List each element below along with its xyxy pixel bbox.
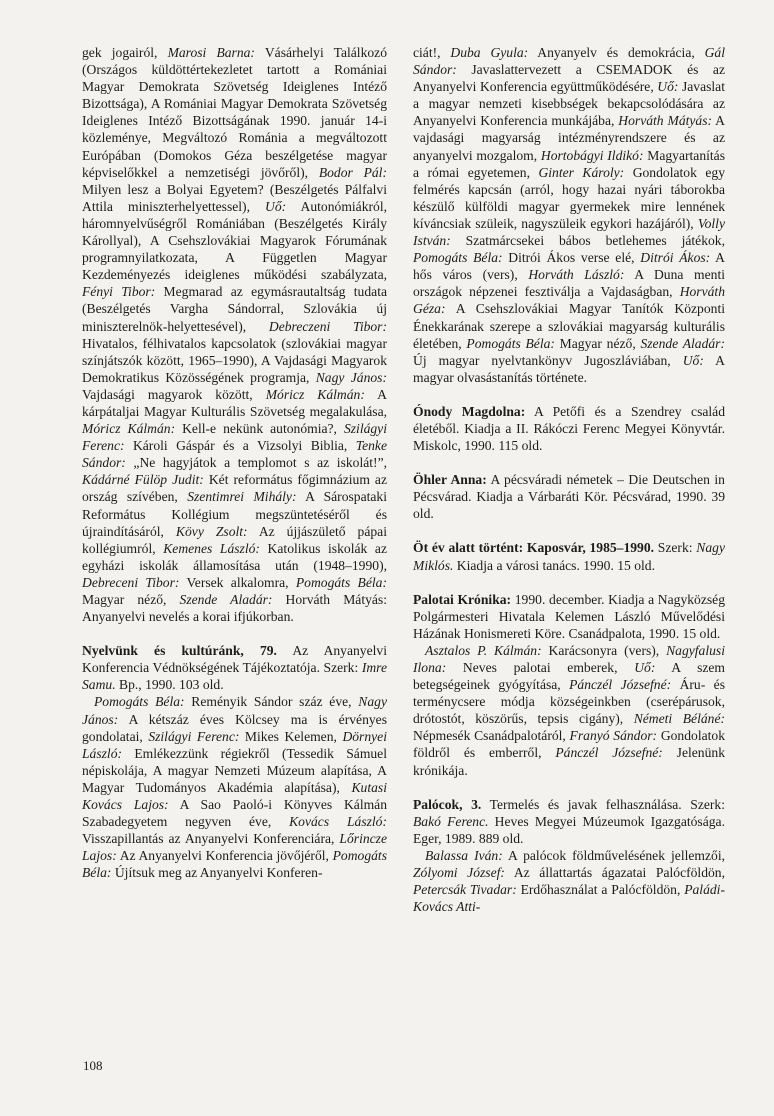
author-name: Bodor Pál: — [318, 164, 387, 180]
author-name: Debreceni Tibor: — [82, 574, 180, 590]
text-run: Anyanyelv és demokrácia, — [528, 45, 705, 60]
text-run: Emlékezzünk régiekről (Tessedik Sámuel népiskolája, A magyar Nemzeti Múzeum alapítása, A Magyar Tudományos Akadémia alapítása), — [82, 745, 387, 795]
author-name: Lőrincze Lajos: — [82, 831, 387, 864]
author-name: Pomogáts Béla: — [94, 694, 185, 710]
text-run: Termelés és javak felhasználása. Szerk: — [481, 796, 725, 812]
paragraph — [82, 642, 387, 693]
author-name: Szilágyi Ferenc: — [82, 421, 387, 454]
author-name: Uő: — [657, 79, 679, 95]
paragraph — [413, 44, 725, 386]
text-run: Az Anyanyelvi Konferencia Védnökségének Tájékoztatója. Szerk: — [82, 643, 387, 676]
text-run: gek jogairól, — [82, 45, 168, 60]
text-run: Javaslat a magyar nemzeti kisebbségek bekapcsolódására az Anyanyelvi Konferencia munkájába, — [413, 79, 725, 129]
entry-title: Nyelvünk és kultúránk, 79. — [82, 643, 277, 659]
entry-title: Palotai Krónika: — [413, 591, 512, 607]
paragraph — [413, 847, 725, 915]
text-run: A kárpátaljai Magyar Kulturális Szövetség megalakulása, — [82, 386, 387, 419]
bibliography-entry — [413, 403, 725, 454]
bibliography-entry — [413, 539, 725, 573]
text-run: A Csehszlovákiai Magyar Tanítók Központi Énekkarának szerepe a szlovákiai magyarság kulturális életében, — [413, 301, 725, 351]
author-name: Horváth Mátyás: — [618, 113, 713, 129]
bibliography-entry — [82, 642, 387, 881]
author-name: Szende Aladár: — [179, 592, 273, 607]
author-name: Szentimrei Mihály: — [187, 489, 297, 505]
author-name: Kövy Zsolt: — [175, 523, 248, 539]
bibliography-entry — [413, 796, 725, 916]
text-run: A pécsváradi németek – Die Deutschen in Pécsvárad. Kiadja a Várbaráti Kör. Pécsvárad, 1990. 39 old. — [413, 472, 725, 522]
text-run: A kétszáz éves Kölcsey ma is érvényes gondolatai, — [82, 711, 387, 744]
text-run: Szerk: — [654, 540, 697, 556]
text-run: Vásárhelyi Találkozó (Országos küldöttértekezletet tartott a Romániai Magyar Demokrata Szövetség Ideiglenes Intéző Bizottsága), A Romániai Magyar Demokrata Szövetség Ideiglenes Intéző Bizottságának 1990. január 14-i közleménye, Megváltozó Románia a megváltozott Európában (Domokos Géza beszélgetése magyar képviselőkkel a nemzetiségi jövőről), — [82, 45, 387, 180]
text-run: A Sárospataki Református Kollégium megszüntetéséről és újraindításáról, — [82, 489, 387, 539]
author-name: Pomogáts Béla: — [466, 335, 555, 351]
text-run: Horváth Mátyás: Anyanyelvi nevelés a korai ifjúkorban. — [82, 592, 387, 625]
author-name: Gál Sándor: — [413, 45, 725, 78]
author-name: Balassa Iván: — [425, 847, 503, 863]
page-number: 108 — [83, 1058, 103, 1073]
author-name: Kovács László: — [289, 814, 387, 830]
author-name: Bakó Ferenc. — [413, 813, 489, 829]
text-run: A hős város (vers), — [413, 250, 725, 283]
paragraph — [413, 642, 725, 779]
text-run: Erdőhasználat a Palócföldön, — [516, 882, 685, 898]
author-name: Franyó Sándor: — [569, 728, 658, 744]
text-run: Megmarad az egymásrautaltság tudata (Beszélgetés Vargha Sándorral, Szlovákia új miniszterelnök-helyettesével), — [82, 284, 387, 334]
author-name: Kutasi Kovács Lajos: — [82, 779, 387, 813]
text-run: Az állattartás ágazatai Palócföldön, — [504, 865, 725, 881]
author-name: Tenke Sándor: — [82, 438, 387, 471]
author-name: Uő: — [634, 660, 656, 675]
author-name: Zólyomi József: — [413, 865, 505, 881]
author-name: Marosi Barna: — [167, 45, 255, 60]
left-column — [82, 44, 387, 882]
author-name: Dörnyei László: — [82, 728, 387, 761]
paragraph — [413, 539, 725, 573]
text-run: ciát!, — [413, 45, 451, 60]
text-run: Újítsuk meg az Anyanyelvi Konferen- — [111, 865, 323, 881]
text-run: A magyar olvasástanítás története. — [413, 352, 725, 385]
text-run: Két református főgimnázium az ország szívében, — [82, 472, 388, 505]
right-column — [413, 44, 725, 915]
author-name: Debreczeni Tibor: — [268, 318, 388, 334]
text-run: Autonómiákról, háromnyelvűségről Romániában (Beszélgetés Király Károllyal), A Csehszlovákiai Magyarok Fórumának programnyilatkozata, A Független Magyar Kezdeményezés ideiglenes működési szabályzata, — [82, 198, 387, 283]
author-name: Nagy Miklós. — [413, 540, 725, 573]
text-run: Hivatalos, félhivatalos kapcsolatok (szlovákiai magyar színjátszók között, 1965–1990), A Vajdasági Magyarok Demokratikus Közösségének programja, — [82, 335, 387, 385]
entry-title: Öt év alatt történt: Kaposvár, 1985–1990. — [413, 540, 655, 556]
author-name: Horváth László: — [528, 267, 625, 283]
author-name: Hortobágyi Ildikó: — [540, 147, 644, 163]
paragraph — [413, 471, 725, 522]
text-run: Magyar néző, — [554, 335, 641, 351]
paragraph — [413, 591, 725, 642]
author-name: Nagyfalusi Ilona: — [413, 642, 725, 675]
author-name: Nagy János: — [82, 694, 387, 727]
author-name: Uő: — [265, 198, 287, 214]
author-name: Kemenes László: — [163, 540, 260, 556]
text-run: Jelenünk krónikája. — [413, 745, 725, 778]
text-run: 1990. december. Kiadja a Nagyközség Polgármesteri Hivatala Kelemen László Művelődési Házának Honismereti Köre. Csanádpalota, 1990. 15 old. — [413, 591, 725, 641]
text-run: Károli Gáspár és a Vizsolyi Biblia, — [124, 438, 356, 454]
text-run: Az újjászülető pápai kollégiumról, — [82, 523, 387, 556]
text-run: Reményik Sándor száz éve, — [184, 694, 359, 710]
text-run: Magyar néző, — [82, 592, 180, 607]
author-name: Szende Aladár: — [640, 335, 725, 351]
author-name: Fényi Tibor: — [82, 284, 156, 300]
text-run: Magyartanítás a római egyetemen, — [413, 147, 725, 180]
text-run: Gondolatok földről és emberről, — [413, 728, 725, 761]
text-run: A Sao Paoló-i Könyves Kálmán Szabadegyetem negyven éve, — [82, 797, 388, 830]
text-run: Neves palotai emberek, — [446, 660, 635, 675]
text-run: Visszapillantás az Anyanyelvi Konferenciára, — [82, 831, 340, 847]
author-name: Asztalos P. Kálmán: — [425, 642, 542, 658]
author-name: Petercsák Tivadar: — [413, 882, 517, 898]
paragraph — [413, 403, 725, 454]
text-run: Mikes Kelemen, — [239, 728, 343, 744]
text-run: Bp., 1990. 103 old. — [115, 677, 224, 693]
text-run: A szem betegségeinek gyógyítása, — [413, 660, 726, 693]
bibliography-entry — [413, 591, 725, 779]
text-run: A palócok földművelésének jellemzői, — [502, 847, 725, 863]
author-name: Ginter Károly: — [538, 164, 625, 180]
text-run: Javaslattervezett a CSEMADOK és az Anyanyelvi Konferencia együttműködésére, — [413, 62, 725, 95]
text-run: A Duna menti országok népzenei fesztiválja a Vajdaságban, — [413, 267, 726, 300]
text-run: Gondolatok egy felmérés kapcsán (arról, hogy hazai nyári táborokba készülő külföldi magyar gyermekek mire lennének kíváncsiak szüleik, nagyszüleik egykori hazájáról), — [413, 164, 725, 231]
author-name: Szilágyi Ferenc: — [148, 728, 240, 744]
author-name: Duba Gyula: — [450, 45, 529, 60]
bibliography-entry — [413, 44, 725, 386]
author-name: Pánczél Józsefné: — [555, 745, 663, 761]
text-run: Versek alkalomra, — [179, 574, 296, 590]
text-run: A vajdasági magyarság intézményrendszere és az anyanyelvi mozgalom, — [413, 113, 725, 163]
text-run: Karácsonyra (vers), — [541, 642, 667, 658]
text-run: Népmesék Csanádpalotáról, — [413, 728, 570, 744]
text-run: Kiadja a városi tanács. 1990. 15 old. — [453, 557, 655, 573]
author-name: Kádárné Fülöp Judit: — [82, 472, 204, 488]
text-run: Vajdasági magyarok között, — [82, 386, 266, 402]
text-run: Ditrói Ákos verse elé, — [502, 250, 641, 266]
paragraph — [82, 693, 387, 881]
text-run: Új magyar nyelvtankönyv Jugoszláviában, — [413, 352, 683, 368]
author-name: Nagy János: — [315, 369, 387, 385]
author-name: Németi Béláné: — [633, 711, 726, 727]
author-name: Pomogáts Béla: — [413, 250, 503, 266]
author-name: Paládi-Kovács Atti- — [413, 882, 725, 915]
text-run: Kell-e nekünk autonómia?, — [175, 421, 344, 437]
entry-title: Palócok, 3. — [413, 796, 482, 812]
author-name: Pánczél Józsefné: — [569, 677, 672, 693]
text-run: A Petőfi és a Szendrey család életéből. Kiadja a II. Rákóczi Ferenc Megyei Könyvtár. Miskolc, 1990. 115 old. — [413, 403, 725, 454]
text-run: Szatmárcsekei bábos betlehemes játékok, — [450, 233, 725, 249]
paragraph — [413, 796, 725, 847]
text-run: „Ne hagyjátok a templomot s az iskolát!”, — [125, 455, 387, 471]
entry-title: Ónody Magdolna: — [413, 403, 526, 419]
bibliography-entry — [413, 471, 725, 522]
author-name: Móricz Kálmán: — [82, 421, 176, 437]
author-name: Horváth Géza: — [413, 284, 725, 317]
text-run: Heves Megyei Múzeumok Igazgatósága. Eger, 1989. 889 old. — [413, 813, 725, 846]
paragraph — [82, 44, 387, 625]
author-name: Ditrói Ákos: — [640, 250, 711, 266]
text-run: Áru- és terménycsere módja községeinkben (cserépárusok, drótostót, köszörűs, tepsis cigány), — [413, 677, 725, 727]
entry-title: Öhler Anna: — [413, 472, 487, 488]
author-name: Móricz Kálmán: — [265, 386, 365, 402]
author-name: Pomogáts Béla: — [295, 574, 387, 590]
text-run: Katolikus iskolák az egyházi iskolák államosítása után (1948–1990), — [82, 540, 387, 573]
author-name: Volly István: — [413, 215, 725, 249]
author-name: Pomogáts Béla: — [82, 848, 387, 881]
author-name: Imre Samu. — [82, 660, 387, 693]
author-name: Uő: — [682, 352, 704, 368]
text-run: Az Anyanyelvi Konferencia jövőjéről, — [116, 848, 333, 864]
text-run: Milyen lesz a Bolyai Egyetem? (Beszélgetés Pálfalvi Attila miniszterhelyettessel), — [82, 181, 387, 214]
